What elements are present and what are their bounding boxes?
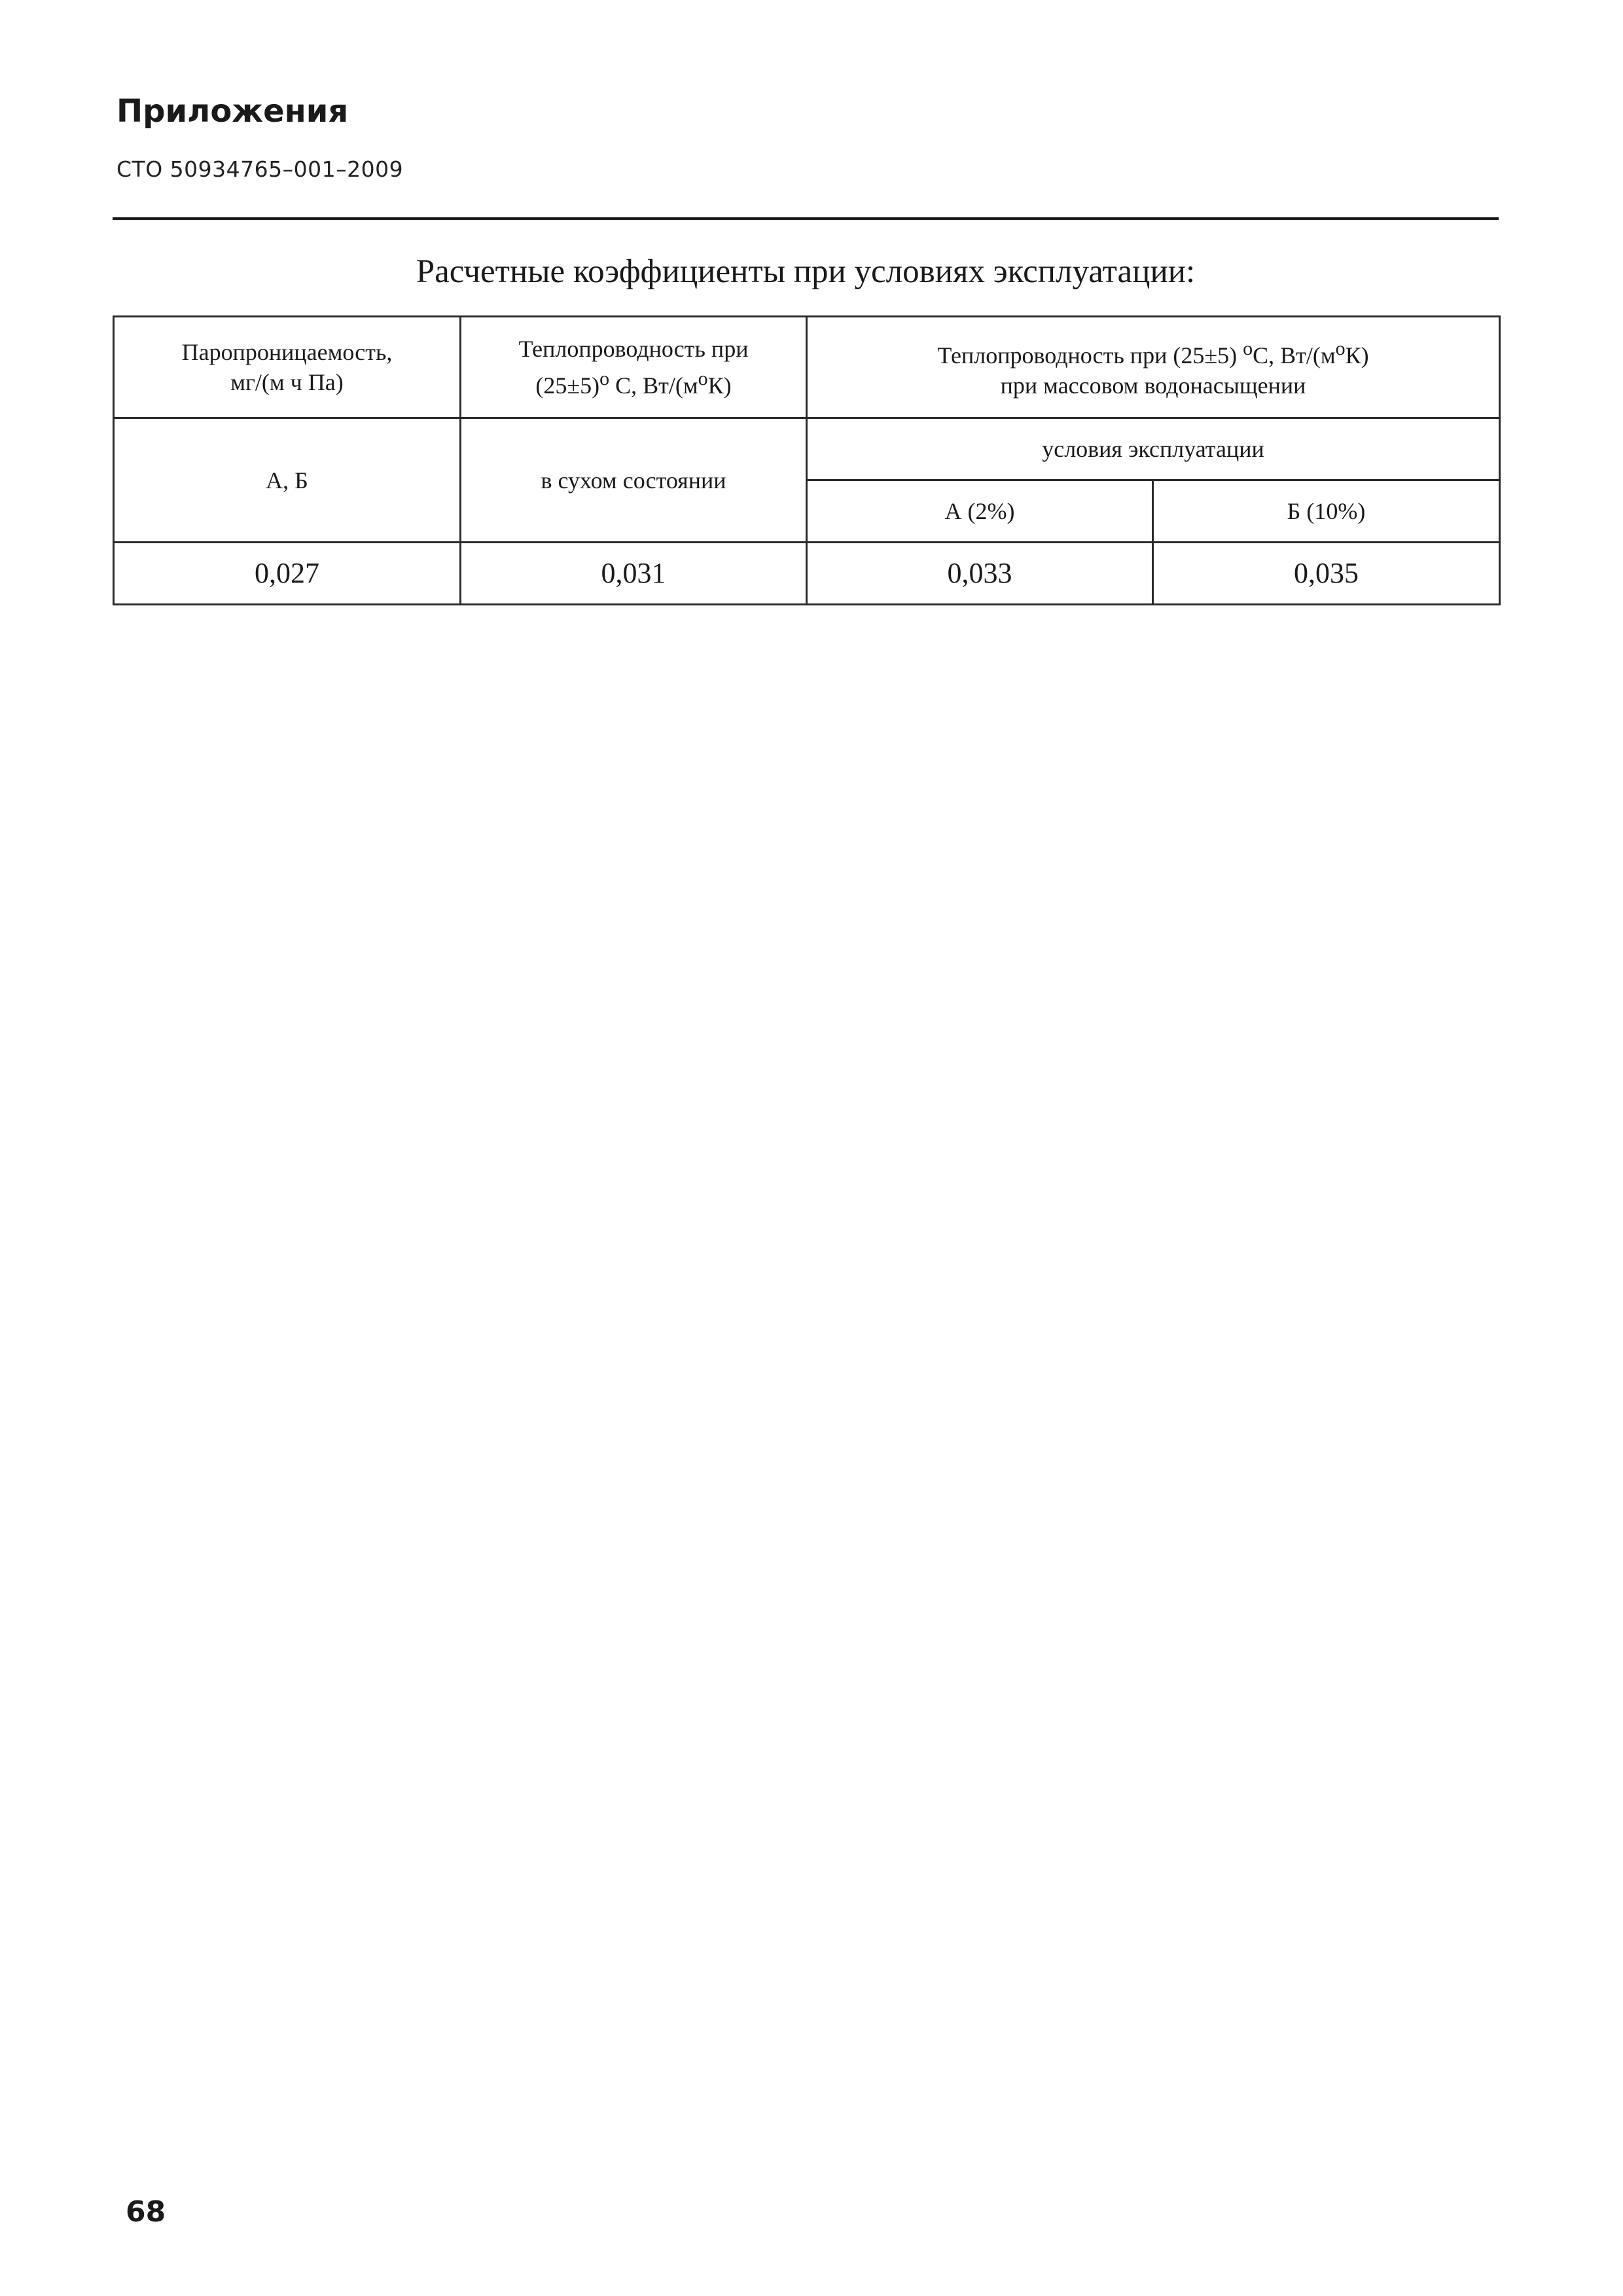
cell-condition-a: А (2%) (807, 480, 1153, 543)
table-conditions-row (114, 418, 1500, 480)
value-conductivity-dry: 0,031 (461, 543, 807, 605)
coefficients-table (113, 315, 1501, 605)
header-conductivity-dry (461, 317, 807, 418)
header-conductivity-saturated (807, 317, 1500, 418)
header-dry-line1: Теплопроводность при (518, 336, 749, 362)
table-caption: Расчетные коэффициенты при условиях эксплуатации: (416, 253, 1196, 290)
value-conductivity-b: 0,035 (1153, 543, 1500, 605)
cell-operating-conditions: условия эксплуатации (807, 418, 1500, 480)
header-vapor-permeability (114, 317, 461, 418)
header-vapor-line1: Паропроницаемость, (181, 339, 393, 365)
header-saturated-line2: при массовом водонасыщении (1000, 372, 1306, 399)
page-number: 68 (126, 2195, 166, 2229)
value-conductivity-a: 0,033 (807, 543, 1153, 605)
section-title: Приложения (116, 93, 349, 130)
cell-condition-b: Б (10%) (1153, 480, 1500, 543)
header-vapor-line2: мг/(м ч Па) (230, 369, 344, 395)
header-dry-line2: $(25\pm 5)^о$ С, $Вт/(м^оК)$ (535, 368, 732, 399)
table-header-row (114, 317, 1500, 418)
table-values-row (114, 543, 1500, 605)
document-code: СТО 50934765–001–2009 (116, 156, 404, 182)
header-saturated-line1: Теплопроводность при (25±5) $^о$С, $Вт/(м^оК)$ (937, 338, 1369, 368)
header-divider (113, 217, 1499, 220)
value-vapor-permeability: 0,027 (114, 543, 461, 605)
cell-vapor-conditions: А, Б (114, 418, 461, 543)
cell-dry-state: в сухом состоянии (461, 418, 807, 543)
